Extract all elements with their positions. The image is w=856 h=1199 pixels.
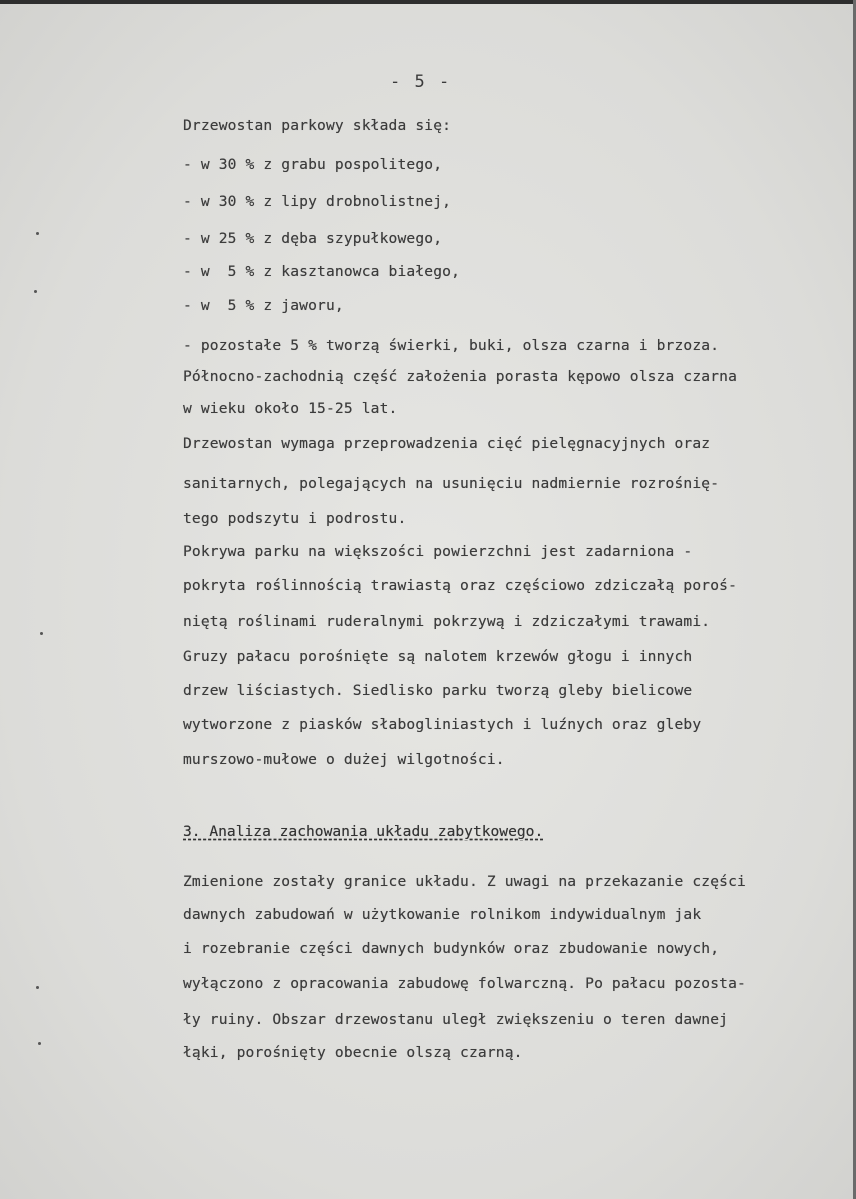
- paragraph-line: niętą roślinami ruderalnymi pokrzywą i zdziczałymi trawami.: [183, 613, 711, 630]
- scan-edge-top: [0, 0, 856, 4]
- list-item: - w 30 % z grabu pospolitego,: [183, 156, 443, 173]
- paragraph-line: w wieku około 15-25 lat.: [183, 400, 398, 417]
- scan-speck: [34, 290, 37, 293]
- paragraph-line: sanitarnych, polegających na usunięciu nadmiernie rozrośnię-: [183, 475, 720, 492]
- intro-text: Drzewostan parkowy składa się:: [183, 117, 452, 134]
- list-item: - w 25 % z dęba szypułkowego,: [183, 230, 443, 247]
- scan-speck: [36, 232, 39, 235]
- paragraph-line: murszowo-mułowe o dużej wilgotności.: [183, 751, 505, 768]
- paragraph-line: ły ruiny. Obszar drzewostanu uległ zwiększeniu o teren dawnej: [183, 1011, 729, 1028]
- scan-speck: [36, 986, 39, 989]
- paragraph-line: - pozostałe 5 % tworzą świerki, buki, olsza czarna i brzoza.: [183, 337, 720, 354]
- paragraph-line: wytworzone z piasków słabogliniastych i luźnych oraz gleby: [183, 716, 702, 733]
- paragraph-line: Zmienione zostały granice układu. Z uwagi na przekazanie części: [183, 873, 746, 890]
- paragraph-line: Gruzy pałacu porośnięte są nalotem krzewów głogu i innych: [183, 648, 693, 665]
- paragraph-line: Drzewostan wymaga przeprowadzenia cięć pielęgnacyjnych oraz: [183, 435, 711, 452]
- list-item: - w 30 % z lipy drobnolistnej,: [183, 193, 452, 210]
- section-heading: 3. Analiza zachowania układu zabytkowego.: [183, 823, 544, 840]
- list-item: - w 5 % z jaworu,: [183, 297, 344, 314]
- paragraph-line: dawnych zabudowań w użytkowanie rolnikom indywidualnym jak: [183, 906, 702, 923]
- paragraph-line: tego podszytu i podrostu.: [183, 510, 407, 527]
- paragraph-line: wyłączono z opracowania zabudowę folwarczną. Po pałacu pozosta-: [183, 975, 746, 992]
- page-number: - 5 -: [390, 72, 452, 92]
- paragraph-line: drzew liściastych. Siedlisko parku tworzą gleby bielicowe: [183, 682, 693, 699]
- paragraph-line: i rozebranie części dawnych budynków oraz zbudowanie nowych,: [183, 940, 720, 957]
- paragraph-line: Północno-zachodnią część założenia porasta kępowo olsza czarna: [183, 368, 738, 385]
- list-item: - w 5 % z kasztanowca białego,: [183, 263, 461, 280]
- paragraph-line: Pokrywa parku na większości powierzchni jest zadarniona -: [183, 543, 693, 560]
- scan-speck: [40, 632, 43, 635]
- paragraph-line: łąki, porośnięty obecnie olszą czarną.: [183, 1044, 523, 1061]
- scan-speck: [38, 1042, 41, 1045]
- paragraph-line: pokryta roślinnością trawiastą oraz częściowo zdziczałą poroś-: [183, 577, 738, 594]
